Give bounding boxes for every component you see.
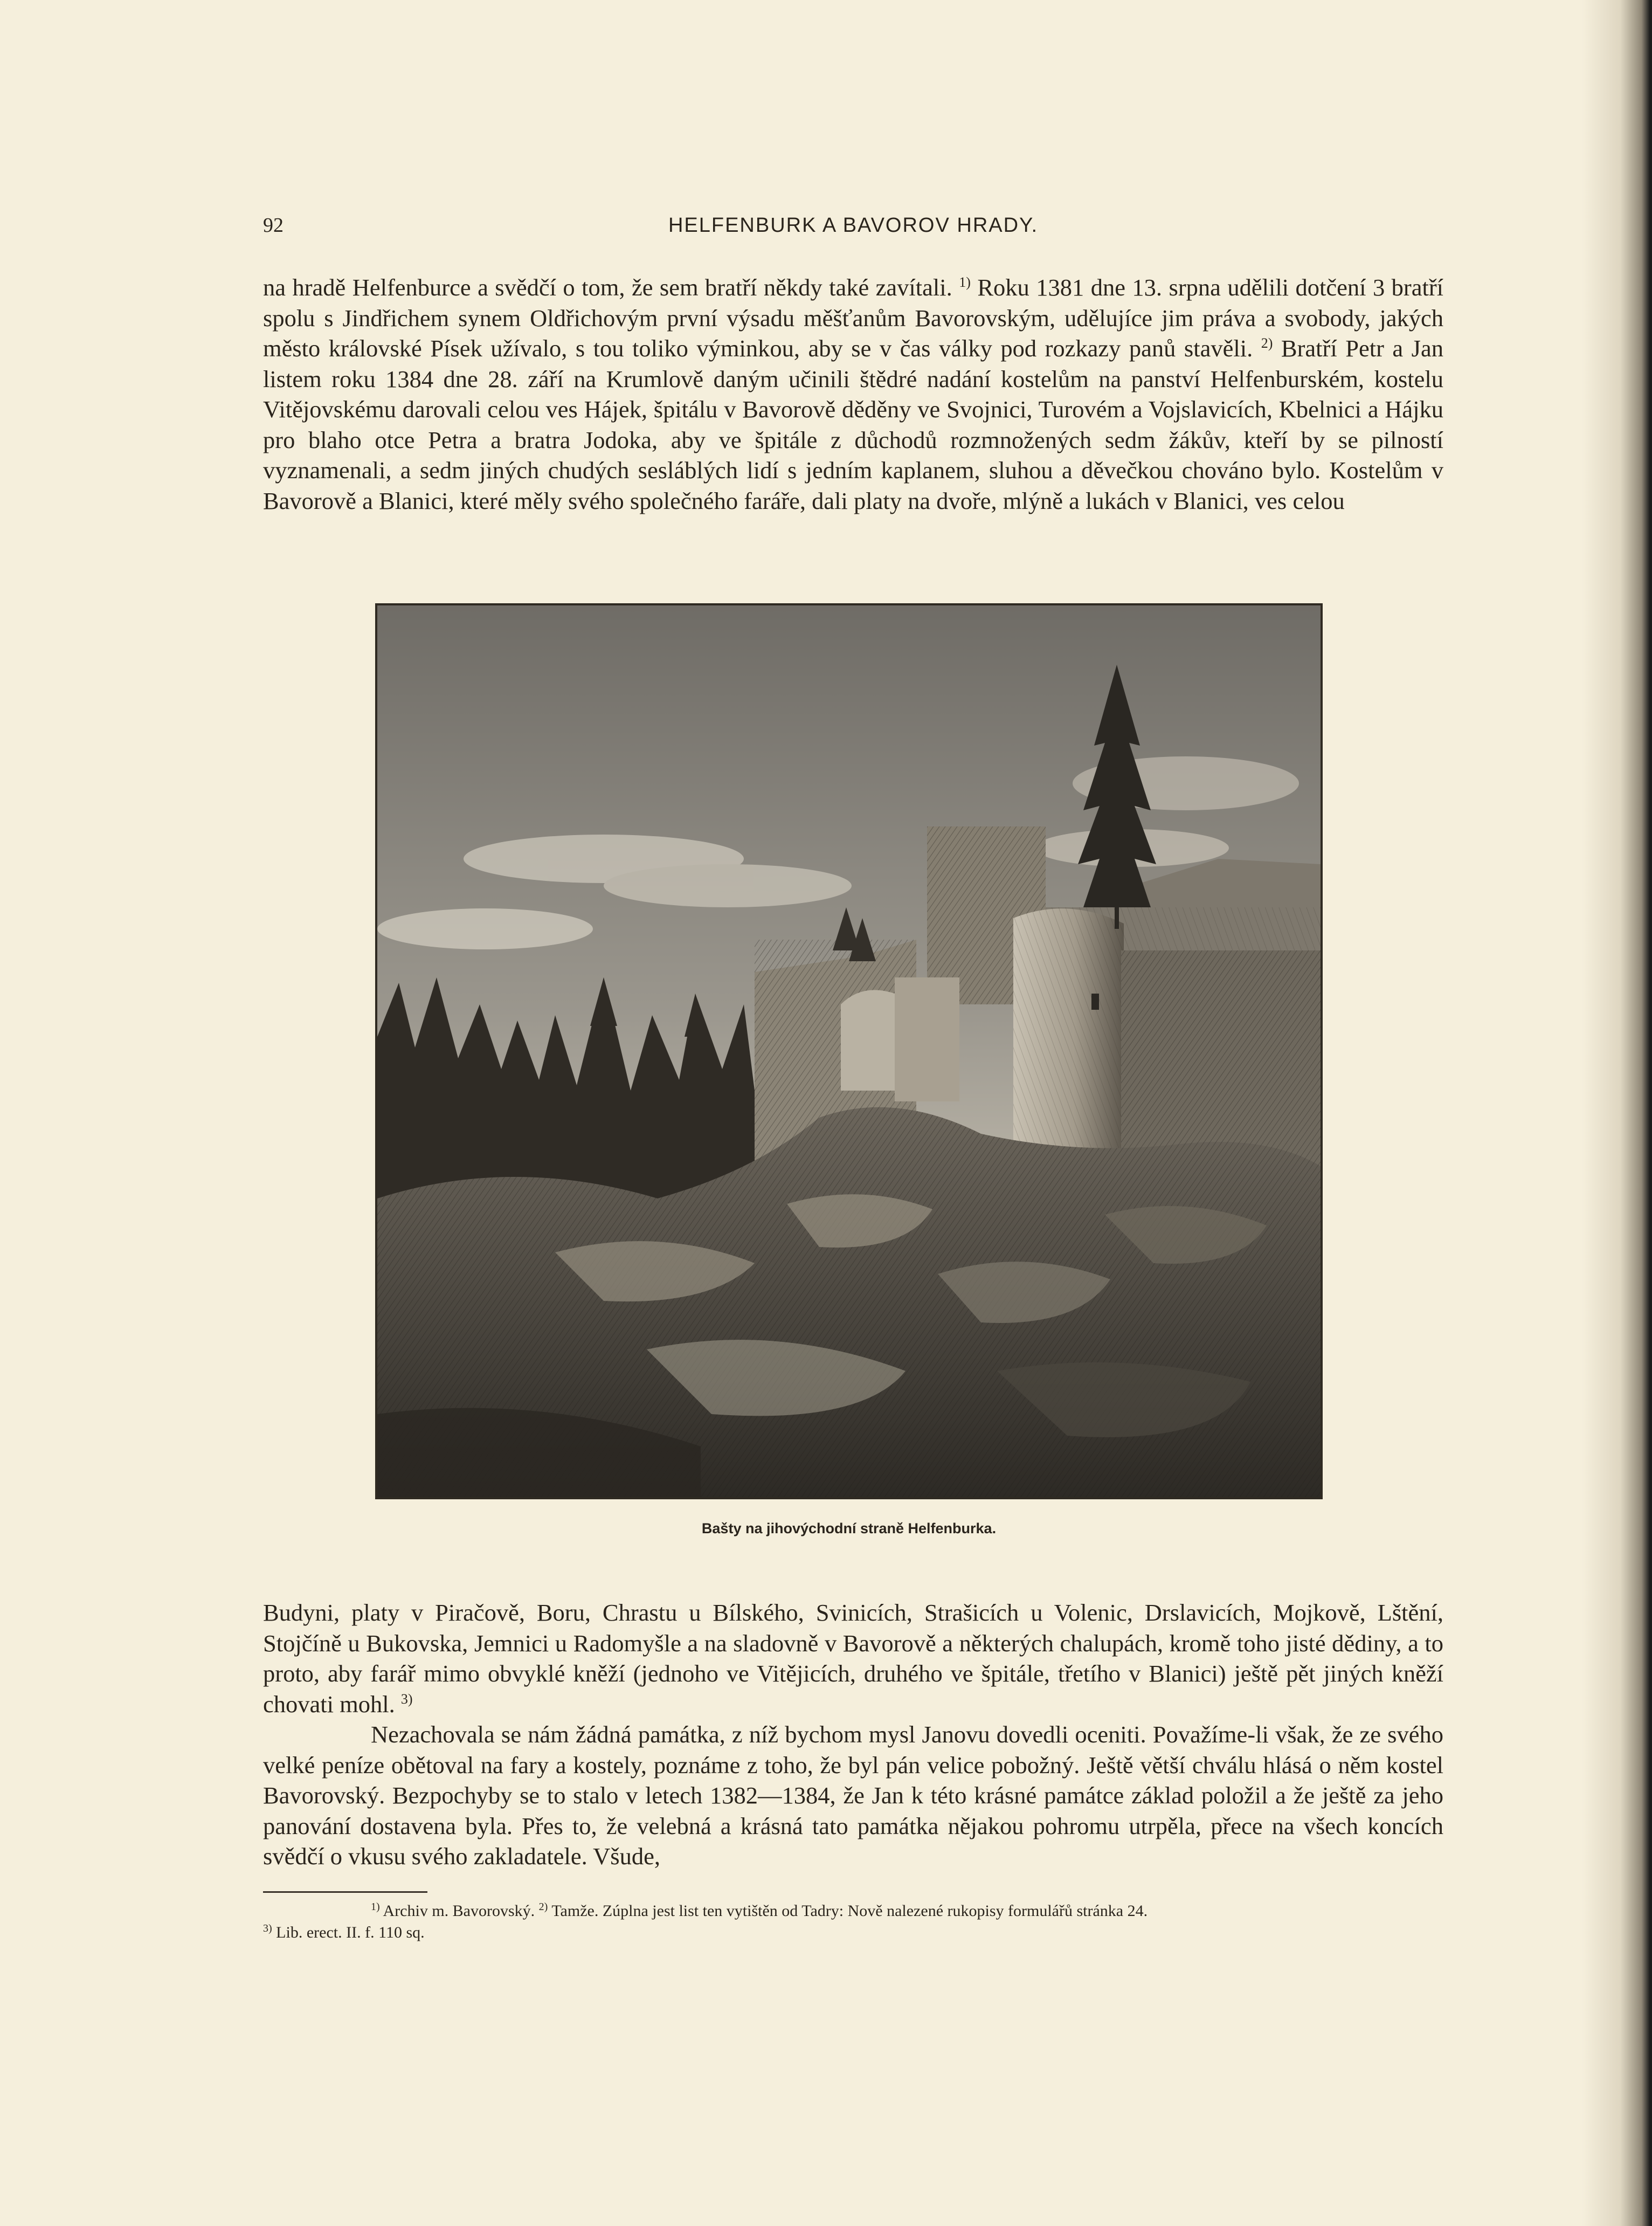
footnote-number: 2): [538, 1901, 548, 1913]
footnote-text: Tamže. Zúplna jest list ten vytištěn od Tadry: Nově nalezené rukopisy formulářů stránka 24.: [551, 1902, 1148, 1920]
text-run: Bratří Petr a Jan listem roku 1384 dne 28. září na Krumlově daným učinili štědré nadání kostelům na panství Helfenburském, kostelu Vitějovskému darovali celou ves Hájek, špitálu v Bavorově děděny ve Svojnici, Turovém a Vojslavicích, Kbelnici a Hájku pro blaho otce Petra a bratra Jodoka, aby ve špitále z důchodů rozmnožených sedm žákův, kteří by se pilností vyznamenali, a sedm jiných chudých sesláblých lidí s jedním kaplanem, sluhou a děvečkou chováno bylo. Kostelům v Bavorově a Blanici, které měly svého společného faráře, dali platy na dvoře, mlýně a lukách v Blanici, ves celou: [263, 335, 1443, 514]
castle-engraving-drawing: [377, 605, 1321, 1497]
footnote-ref: 1): [959, 274, 971, 291]
round-bastion-hatch: [1013, 908, 1124, 1177]
footnote-text: Archiv m. Bavorovský.: [383, 1902, 535, 1920]
page-number: 92: [263, 214, 284, 237]
footnote-text: Lib. erect. II. f. 110 sq.: [276, 1924, 425, 1941]
running-title: HELFENBURK A BAVOROV HRADY.: [668, 214, 1039, 237]
text-run: na hradě Helfenburce a svědčí o tom, že sem bratří někdy také zavítali.: [263, 274, 952, 301]
book-spine-shadow: [1582, 0, 1652, 2226]
illustration-caption: Bašty na jihovýchodní straně Helfenburka.: [701, 1520, 997, 1536]
footnote-line: [263, 1900, 1443, 1922]
page-header: [263, 209, 1443, 242]
mid-bastion: [895, 977, 959, 1101]
small-bastion: [841, 990, 895, 1091]
footnote-ref: 2): [1261, 335, 1273, 352]
text-run: Roku 1381 dne 13. srpna udělili dotčení 3 bratří spolu s Jindřichem synem Oldřichovým první výsadu měšťanům Bavorovským, udělujíce jim práva a svobody, jakých město královské Písek užívalo, s tou toliko výminkou, aby se v čas války pod rozkazy panů stavěli.: [263, 274, 1444, 362]
footnote-ref: 3): [400, 1691, 413, 1707]
footnote-number: 3): [263, 1922, 272, 1934]
paragraph: [263, 272, 1443, 516]
paragraph: [263, 1597, 1443, 1719]
paragraph: Nezachovala se nám žádná památka, z níž bychom mysl Janovu dovedli oceniti. Považíme-li však, že ze svého velké peníze obětoval na fary a kostely, poznáme z toho, že byl pán velice pobožný. Ještě větší chválu hlásá o něm kostel Bavorovský. Bezpochyby se to stalo v letech 1382—1384, že Jan k této krásné památce základ položil a že ještě za jeho panování dostavena byla. Přes to, že velebná a krásná tato památka nějakou pohromu utrpěla, přece na všech koncích svědčí o vkusu svého zakladatele. Všude,: [263, 1721, 1443, 1870]
footnote-line: [263, 1922, 1443, 1944]
body-text-top: [263, 272, 1443, 516]
footnote-rule: [263, 1891, 427, 1893]
footnotes: [263, 1900, 1443, 1944]
text-run: Budyni, platy v Piračově, Boru, Chrastu u Bílského, Svinicích, Strašicích u Volenic, Drslavicích, Mojkově, Lštění, Stojčíně u Bukovska, Jemnici u Radomyšle a na sladovně v Bavorově a některých chalupách, kromě toho jisté dědiny, a to proto, aby farář mimo obvyklé kněží (jednoho ve Vitějicích, druhého ve špitále, třetího v Blanici) ještě pět jiných kněží chovati mohl.: [263, 1599, 1443, 1718]
body-text-bottom: [263, 1597, 1443, 1872]
footnote-number: 1): [371, 1901, 380, 1913]
bastion-window: [1091, 994, 1099, 1010]
castle-engraving: [375, 603, 1323, 1499]
